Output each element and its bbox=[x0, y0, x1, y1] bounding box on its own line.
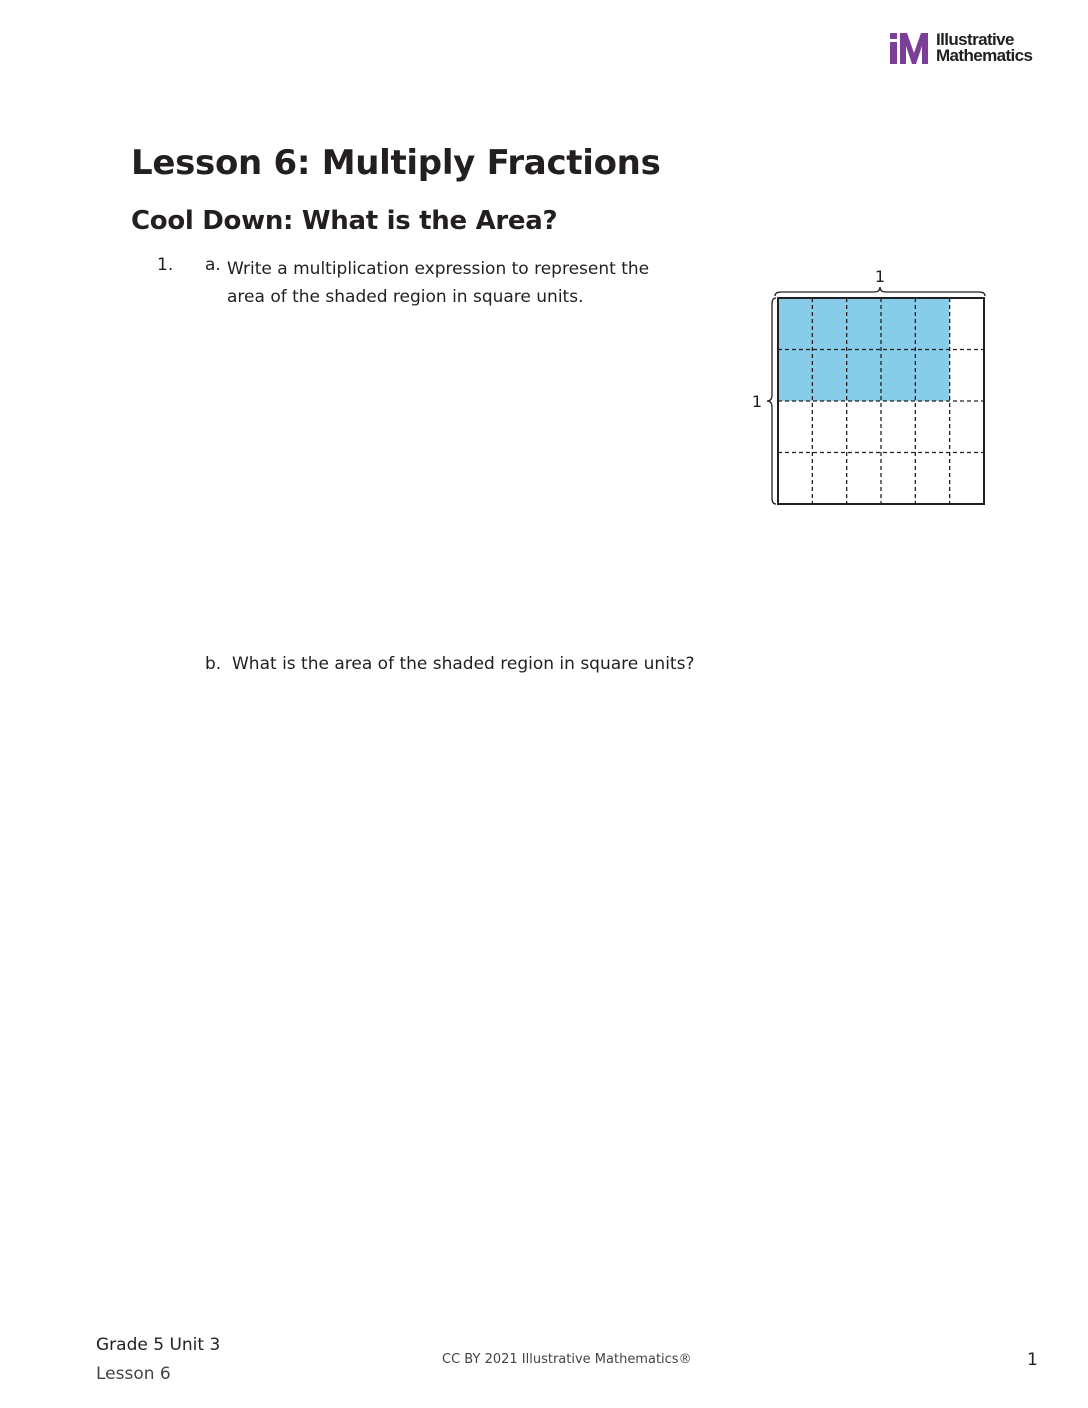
side-brace bbox=[767, 298, 776, 504]
logo-line-1: Illustrative bbox=[936, 30, 1014, 49]
part-a-prompt: Write a multiplication expression to represent the area of the shaded region in square units. bbox=[227, 259, 650, 307]
top-label: 1 bbox=[874, 267, 886, 286]
page-title: Lesson 6: Multiply Fractions bbox=[131, 143, 661, 183]
area-model-diagram bbox=[745, 262, 995, 512]
illustrative-mathematics-logo bbox=[889, 31, 1039, 67]
logo-wordmark bbox=[936, 32, 1032, 64]
top-brace bbox=[775, 287, 985, 296]
part-a-letter: a. bbox=[205, 255, 221, 275]
footer-copyright: CC BY 2021 Illustrative Mathematics® bbox=[442, 1352, 692, 1367]
footer-lesson: Lesson 6 bbox=[96, 1364, 171, 1384]
part-b-prompt: What is the area of the shaded region in square units? bbox=[232, 654, 695, 674]
part-b-letter: b. bbox=[205, 654, 222, 674]
logo-line-2: Mathematics bbox=[936, 46, 1033, 65]
question-number: 1. bbox=[157, 255, 174, 275]
footer-grade-unit: Grade 5 Unit 3 bbox=[96, 1335, 221, 1355]
page-number: 1 bbox=[1027, 1350, 1038, 1370]
side-label: 1 bbox=[751, 392, 763, 411]
im-logo-icon bbox=[889, 31, 931, 65]
page-subtitle: Cool Down: What is the Area? bbox=[131, 206, 558, 236]
